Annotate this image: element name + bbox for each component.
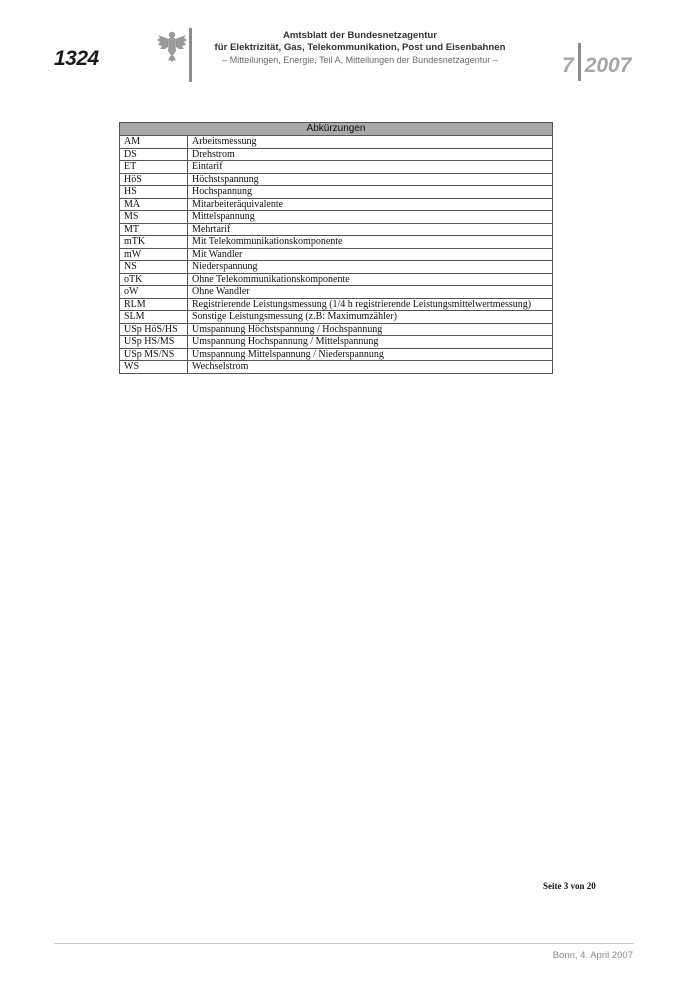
publication-title-line2: für Elektrizität, Gas, Telekommunikation, Post und Eisenbahnen (214, 42, 506, 53)
abbreviation-meaning: Drehstrom (188, 148, 553, 161)
table-row (120, 323, 553, 336)
abbreviation-code: SLM (120, 311, 188, 324)
abbreviation-code: mTK (120, 236, 188, 249)
table-row (120, 173, 553, 186)
table-row (120, 286, 553, 299)
abbreviation-meaning: Sonstige Leistungsmessung (z.B: Maximumzähler) (188, 311, 553, 324)
abbreviation-code: NS (120, 261, 188, 274)
abbreviation-meaning: Wechselstrom (188, 361, 553, 374)
table-row (120, 248, 553, 261)
abbreviation-code: USp MS/NS (120, 348, 188, 361)
publication-title (200, 30, 520, 54)
abbreviation-code: HS (120, 186, 188, 199)
abbreviation-code: AM (120, 136, 188, 149)
abbreviation-meaning: Umspannung Höchstspannung / Hochspannung (188, 323, 553, 336)
abbreviation-meaning: Registrierende Leistungsmessung (1/4 h registrierende Leistungsmittelwertmessung) (188, 298, 553, 311)
abbreviation-code: HöS (120, 173, 188, 186)
abbreviation-code: oW (120, 286, 188, 299)
footer-date: Bonn, 4. April 2007 (552, 950, 633, 961)
abbreviation-meaning: Ohne Telekommunikationskomponente (188, 273, 553, 286)
abbreviation-meaning: Mit Telekommunikationskomponente (188, 236, 553, 249)
abbreviations-table (119, 122, 553, 374)
abbreviation-meaning: Mitarbeiteräquivalente (188, 198, 553, 211)
abbreviation-code: oTK (120, 273, 188, 286)
issue-number: 7 (562, 54, 574, 77)
issue-divider (578, 43, 581, 81)
page-indicator: Seite 3 von 20 (543, 881, 596, 891)
table-row (120, 336, 553, 349)
abbreviation-meaning: Ohne Wandler (188, 286, 553, 299)
abbreviation-code: MT (120, 223, 188, 236)
publication-title-line1: Amtsblatt der Bundesnetzagentur (282, 30, 438, 41)
abbreviation-meaning: Mit Wandler (188, 248, 553, 261)
abbreviation-code: USp HöS/HS (120, 323, 188, 336)
table-row (120, 223, 553, 236)
abbreviation-code: mW (120, 248, 188, 261)
table-row (120, 161, 553, 174)
header-divider (189, 28, 192, 82)
federal-eagle-icon (156, 29, 188, 63)
table-row (120, 148, 553, 161)
abbreviation-code: MÄ (120, 198, 188, 211)
abbreviation-meaning: Arbeitsmessung (188, 136, 553, 149)
table-row (120, 236, 553, 249)
abbreviation-code: MS (120, 211, 188, 224)
table-row (120, 273, 553, 286)
table-row (120, 311, 553, 324)
abbreviation-meaning: Umspannung Hochspannung / Mittelspannung (188, 336, 553, 349)
table-row (120, 348, 553, 361)
abbreviation-meaning: Hochspannung (188, 186, 553, 199)
table-header-row (120, 123, 553, 136)
table-heading: Abkürzungen (120, 123, 553, 136)
table-row (120, 136, 553, 149)
issue-year: 2007 (584, 54, 632, 77)
footer-divider (54, 943, 634, 944)
abbreviation-code: WS (120, 361, 188, 374)
table-row (120, 261, 553, 274)
abbreviation-meaning: Niederspannung (188, 261, 553, 274)
abbreviation-meaning: Umspannung Mittelspannung / Niederspannung (188, 348, 553, 361)
abbreviation-meaning: Mehrtarif (188, 223, 553, 236)
table-body (120, 136, 553, 374)
table-row (120, 198, 553, 211)
abbreviation-meaning: Mittelspannung (188, 211, 553, 224)
table-row (120, 211, 553, 224)
issue-label (562, 47, 631, 85)
abbreviation-code: RLM (120, 298, 188, 311)
abbreviation-code: ET (120, 161, 188, 174)
abbreviation-meaning: Eintarif (188, 161, 553, 174)
abbreviation-meaning: Höchstspannung (188, 173, 553, 186)
table-row (120, 361, 553, 374)
page-number: 1324 (54, 47, 99, 70)
table-row (120, 298, 553, 311)
table-row (120, 186, 553, 199)
abbreviation-code: USp HS/MS (120, 336, 188, 349)
abbreviation-code: DS (120, 148, 188, 161)
publication-subtitle: – Mitteilungen, Energie, Teil A, Mitteilungen der Bundesnetzagentur – (222, 55, 498, 65)
